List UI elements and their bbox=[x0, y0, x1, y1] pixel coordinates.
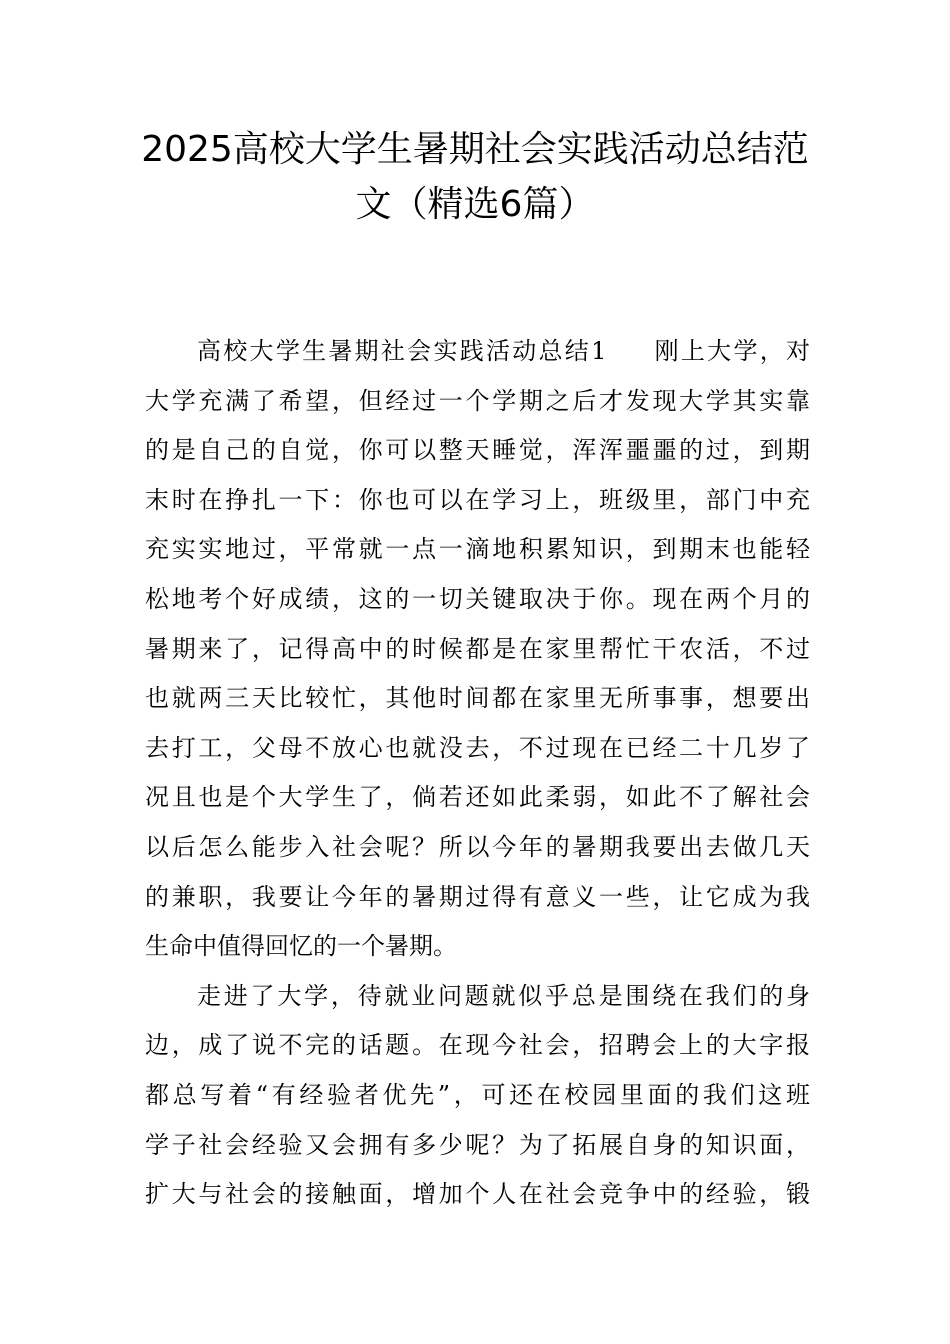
paragraph-line: 生命中值得回忆的一个暑期。 bbox=[145, 932, 457, 961]
paragraph-line: 大学充满了希望，但经过一个学期之后才发现大学其实靠 bbox=[145, 386, 810, 415]
paragraph-line: 以后怎么能步入社会呢？所以今年的暑期我要出去做几天 bbox=[145, 832, 810, 861]
paragraph-line: 的兼职，我要让今年的暑期过得有意义一些，让它成为我 bbox=[145, 882, 810, 911]
title-line-1: 2025高校大学生暑期社会实践活动总结范 bbox=[141, 129, 809, 170]
document-body bbox=[145, 327, 810, 1220]
paragraph-line: 充实实地过，平常就一点一滴地积累知识，到期末也能轻 bbox=[145, 535, 810, 564]
paragraph-line: 扩大与社会的接触面，增加个人在社会竞争中的经验，锻 bbox=[145, 1180, 810, 1209]
paragraph-line: 松地考个好成绩，这的一切关键取决于你。现在两个月的 bbox=[145, 584, 810, 613]
paragraph-line: 的是自己的自觉，你可以整天睡觉，浑浑噩噩的过，到期 bbox=[145, 436, 810, 465]
paragraph-line: 走进了大学，待就业问题就似乎总是围绕在我们的身 bbox=[197, 981, 810, 1010]
paragraph-line-text: 刚上大学，对 bbox=[652, 337, 810, 365]
paragraph-line: 边，成了说不完的话题。在现今社会，招聘会上的大字报 bbox=[145, 1031, 810, 1060]
paragraph-line: 暑期来了，记得高中的时候都是在家里帮忙干农活，不过 bbox=[145, 634, 810, 663]
paragraph-line: 学子社会经验又会拥有多少呢？为了拓展自身的知识面， bbox=[145, 1130, 810, 1159]
paragraph-line: 也就两三天比较忙，其他时间都在家里无所事事，想要出 bbox=[145, 684, 810, 713]
paragraph-2 bbox=[145, 972, 810, 1220]
section-heading: 高校大学生暑期社会实践活动总结1 bbox=[197, 337, 607, 365]
document-title bbox=[120, 122, 830, 232]
paragraph-line: 都总写着“有经验者优先”，可还在校园里面的我们这班 bbox=[145, 1080, 810, 1109]
title-line-2: 文（精选6篇） bbox=[355, 184, 595, 225]
paragraph-1 bbox=[145, 327, 810, 972]
paragraph-line bbox=[145, 327, 810, 377]
paragraph-line: 末时在挣扎一下：你也可以在学习上，班级里，部门中充 bbox=[145, 485, 810, 514]
paragraph-line: 去打工，父母不放心也就没去，不过现在已经二十几岁了 bbox=[145, 733, 810, 762]
paragraph-line: 况且也是个大学生了，倘若还如此柔弱，如此不了解社会 bbox=[145, 783, 810, 812]
